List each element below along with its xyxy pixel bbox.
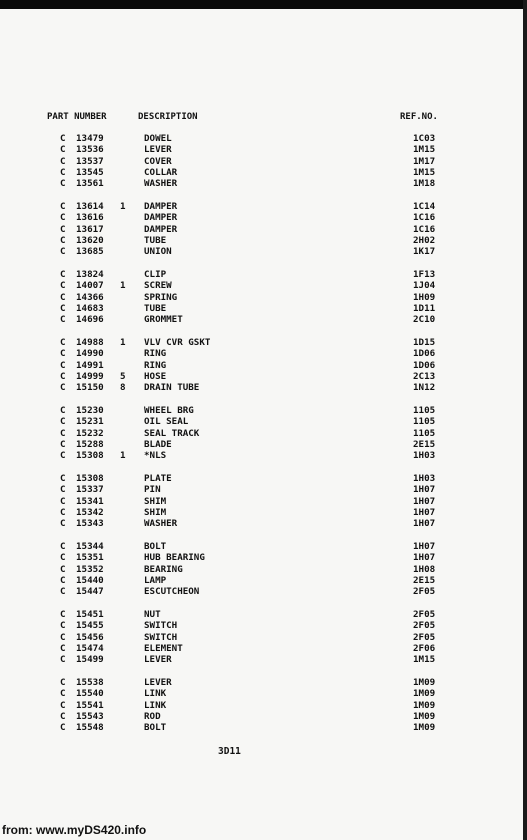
part-description: DAMPER — [144, 223, 178, 235]
part-prefix: C — [60, 269, 66, 280]
part-description: COLLAR — [144, 166, 178, 178]
part-prefix: C — [60, 416, 66, 428]
part-prefix: C — [60, 144, 66, 156]
part-description: RING — [144, 348, 167, 360]
part-number: 15308 — [76, 450, 104, 462]
part-ref-no: 1C16 — [413, 212, 436, 224]
part-number: 13537 — [76, 155, 104, 167]
part-number: 15456 — [76, 631, 104, 643]
part-description: SWITCH — [144, 631, 178, 643]
table-row — [0, 507, 527, 518]
part-number: 13616 — [76, 212, 104, 224]
part-ref-no: 2H02 — [413, 234, 436, 246]
part-ref-no: 2E15 — [413, 438, 436, 450]
part-description: SHIM — [144, 506, 167, 518]
part-description: ROD — [144, 710, 161, 722]
part-ref-no: 1D11 — [413, 302, 436, 314]
header-ref-no: REF.NO. — [400, 112, 438, 122]
table-row — [0, 167, 527, 178]
part-description: NUT — [144, 609, 161, 620]
table-row — [0, 212, 527, 223]
part-description: HUB BEARING — [144, 552, 205, 564]
part-prefix: C — [60, 337, 66, 348]
part-prefix: C — [60, 677, 66, 688]
part-prefix: C — [60, 586, 66, 598]
part-description: WHEEL BRG — [144, 405, 194, 416]
header-part-number: PART NUMBER — [47, 112, 107, 122]
part-prefix: C — [60, 234, 66, 246]
part-description: LAMP — [144, 574, 167, 586]
table-row — [0, 473, 527, 484]
part-prefix: C — [60, 654, 66, 666]
part-qty: 1 — [120, 280, 126, 292]
part-prefix: C — [60, 642, 66, 654]
part-description: HOSE — [144, 370, 167, 382]
part-prefix: C — [60, 688, 66, 700]
part-prefix: C — [60, 359, 66, 371]
table-row — [0, 269, 527, 280]
part-number: 14988 — [76, 337, 104, 348]
part-qty: 8 — [120, 382, 126, 394]
part-prefix: C — [60, 620, 66, 632]
part-prefix: C — [60, 631, 66, 643]
part-number: 13561 — [76, 178, 104, 190]
part-ref-no: 1C16 — [413, 223, 436, 235]
part-prefix: C — [60, 291, 66, 303]
table-row — [0, 688, 527, 699]
part-description: SWITCH — [144, 620, 178, 632]
part-number: 13479 — [76, 133, 104, 144]
part-prefix: C — [60, 348, 66, 360]
part-ref-no: 1M15 — [413, 144, 436, 156]
table-row — [0, 303, 527, 314]
part-prefix: C — [60, 563, 66, 575]
table-row — [0, 484, 527, 495]
part-ref-no: 1M18 — [413, 178, 436, 190]
part-ref-no: 1H07 — [413, 484, 436, 496]
table-row — [0, 428, 527, 439]
part-ref-no: 1H07 — [413, 506, 436, 518]
part-number: 13620 — [76, 234, 104, 246]
part-ref-no: 1H07 — [413, 495, 436, 507]
header-description: DESCRIPTION — [138, 112, 198, 122]
table-row — [0, 439, 527, 450]
part-description: SCREW — [144, 280, 172, 292]
part-description: DAMPER — [144, 212, 178, 224]
part-ref-no: 1J04 — [413, 280, 436, 292]
part-number: 15150 — [76, 382, 104, 394]
part-description: SHIM — [144, 495, 167, 507]
part-ref-no: 1F13 — [413, 269, 436, 280]
part-description: UNION — [144, 246, 172, 258]
part-prefix: C — [60, 212, 66, 224]
part-description: DOWEL — [144, 133, 172, 144]
part-number: 15337 — [76, 484, 104, 496]
part-prefix: C — [60, 574, 66, 586]
part-ref-no: 1M09 — [413, 699, 436, 711]
part-ref-no: 1C14 — [413, 201, 436, 212]
part-prefix: C — [60, 699, 66, 711]
part-description: OIL SEAL — [144, 416, 189, 428]
part-ref-no: 1H07 — [413, 518, 436, 530]
table-row — [0, 156, 527, 167]
table-row — [0, 552, 527, 563]
part-prefix: C — [60, 438, 66, 450]
part-number: 15341 — [76, 495, 104, 507]
part-prefix: C — [60, 166, 66, 178]
part-number: 13614 — [76, 201, 104, 212]
part-number: 13685 — [76, 246, 104, 258]
top-border — [0, 0, 527, 9]
part-ref-no: 1M09 — [413, 710, 436, 722]
part-number: 15342 — [76, 506, 104, 518]
part-prefix: C — [60, 609, 66, 620]
table-row — [0, 235, 527, 246]
part-description: BEARING — [144, 563, 183, 575]
part-ref-no: 1H08 — [413, 563, 436, 575]
part-number: 15351 — [76, 552, 104, 564]
part-number: 14683 — [76, 302, 104, 314]
part-description: RING — [144, 359, 167, 371]
table-row — [0, 496, 527, 507]
table-row — [0, 711, 527, 722]
part-prefix: C — [60, 506, 66, 518]
part-ref-no: 1M09 — [413, 722, 436, 734]
part-prefix: C — [60, 541, 66, 552]
part-prefix: C — [60, 223, 66, 235]
table-row — [0, 518, 527, 529]
part-description: VLV CVR GSKT — [144, 337, 211, 348]
table-row — [0, 541, 527, 552]
part-number: 15308 — [76, 473, 104, 484]
part-prefix: C — [60, 473, 66, 484]
part-number: 15447 — [76, 586, 104, 598]
part-prefix: C — [60, 710, 66, 722]
source-credit: from: www.myDS420.info — [2, 823, 147, 837]
part-prefix: C — [60, 370, 66, 382]
table-row — [0, 586, 527, 597]
part-description: LEVER — [144, 677, 172, 688]
table-row — [0, 360, 527, 371]
part-prefix: C — [60, 178, 66, 190]
table-row — [0, 564, 527, 575]
table-row — [0, 643, 527, 654]
part-number: 15451 — [76, 609, 104, 620]
part-description: LEVER — [144, 654, 172, 666]
table-row — [0, 450, 527, 461]
table-row — [0, 654, 527, 665]
part-ref-no: 2F05 — [413, 620, 436, 632]
part-ref-no: 1M17 — [413, 155, 436, 167]
part-prefix: C — [60, 302, 66, 314]
part-prefix: C — [60, 722, 66, 734]
part-description: TUBE — [144, 234, 167, 246]
table-row — [0, 575, 527, 586]
part-qty: 1 — [120, 450, 126, 462]
part-description: BOLT — [144, 722, 167, 734]
part-ref-no: 1M15 — [413, 654, 436, 666]
part-ref-no: 2F05 — [413, 586, 436, 598]
part-ref-no: 1105 — [413, 405, 436, 416]
part-description: LINK — [144, 699, 167, 711]
part-number: 15474 — [76, 642, 104, 654]
part-number: 15541 — [76, 699, 104, 711]
part-ref-no: 1105 — [413, 427, 436, 439]
part-description: DAMPER — [144, 201, 178, 212]
part-prefix: C — [60, 552, 66, 564]
part-qty: 1 — [120, 337, 126, 348]
part-ref-no: 1M15 — [413, 166, 436, 178]
part-ref-no: 2C10 — [413, 314, 436, 326]
table-row — [0, 178, 527, 189]
part-description: ELEMENT — [144, 642, 183, 654]
part-prefix: C — [60, 405, 66, 416]
part-prefix: C — [60, 246, 66, 258]
part-number: 15499 — [76, 654, 104, 666]
table-row — [0, 144, 527, 155]
part-number: 14999 — [76, 370, 104, 382]
part-ref-no: 1H07 — [413, 541, 436, 552]
part-ref-no: 1H03 — [413, 473, 436, 484]
part-description: *NLS — [144, 450, 167, 462]
part-qty: 1 — [120, 201, 126, 212]
part-prefix: C — [60, 427, 66, 439]
part-ref-no: 2E15 — [413, 574, 436, 586]
table-row — [0, 246, 527, 257]
part-number: 13536 — [76, 144, 104, 156]
part-prefix: C — [60, 450, 66, 462]
table-row — [0, 620, 527, 631]
table-row — [0, 722, 527, 733]
table-row — [0, 632, 527, 643]
table-row — [0, 382, 527, 393]
part-number: 14990 — [76, 348, 104, 360]
part-ref-no: 1H03 — [413, 450, 436, 462]
part-description: WASHER — [144, 518, 178, 530]
part-description: ESCUTCHEON — [144, 586, 200, 598]
table-row — [0, 700, 527, 711]
part-ref-no: 2F06 — [413, 642, 436, 654]
part-description: SPRING — [144, 291, 178, 303]
part-number: 15455 — [76, 620, 104, 632]
part-number: 14991 — [76, 359, 104, 371]
part-prefix: C — [60, 382, 66, 394]
part-prefix: C — [60, 133, 66, 144]
part-prefix: C — [60, 155, 66, 167]
table-row — [0, 280, 527, 291]
part-prefix: C — [60, 201, 66, 212]
page-number: 3D11 — [218, 746, 241, 757]
table-row — [0, 224, 527, 235]
table-row — [0, 201, 527, 212]
table-row — [0, 677, 527, 688]
part-number: 15543 — [76, 710, 104, 722]
part-description: BOLT — [144, 541, 167, 552]
part-description: COVER — [144, 155, 172, 167]
part-description: SEAL TRACK — [144, 427, 200, 439]
table-row — [0, 416, 527, 427]
part-ref-no: 1N12 — [413, 382, 436, 394]
part-description: CLIP — [144, 269, 167, 280]
part-description: WASHER — [144, 178, 178, 190]
part-ref-no: 2F05 — [413, 631, 436, 643]
part-number: 14007 — [76, 280, 104, 292]
part-number: 15538 — [76, 677, 104, 688]
part-prefix: C — [60, 495, 66, 507]
table-row — [0, 405, 527, 416]
part-qty: 5 — [120, 370, 126, 382]
part-prefix: C — [60, 518, 66, 530]
part-description: TUBE — [144, 302, 167, 314]
part-description: GROMMET — [144, 314, 183, 326]
table-row — [0, 609, 527, 620]
part-description: PLATE — [144, 473, 172, 484]
part-number: 15230 — [76, 405, 104, 416]
part-ref-no: 1D15 — [413, 337, 436, 348]
part-ref-no: 1H09 — [413, 291, 436, 303]
table-row — [0, 314, 527, 325]
part-ref-no: 1C03 — [413, 133, 436, 144]
part-number: 15231 — [76, 416, 104, 428]
part-prefix: C — [60, 314, 66, 326]
part-ref-no: 1D06 — [413, 348, 436, 360]
part-number: 14696 — [76, 314, 104, 326]
part-ref-no: 1H07 — [413, 552, 436, 564]
part-ref-no: 2C13 — [413, 370, 436, 382]
part-number: 14366 — [76, 291, 104, 303]
part-number: 15548 — [76, 722, 104, 734]
part-description: LEVER — [144, 144, 172, 156]
table-row — [0, 348, 527, 359]
part-ref-no: 1M09 — [413, 688, 436, 700]
part-ref-no: 2F05 — [413, 609, 436, 620]
table-row — [0, 371, 527, 382]
table-row — [0, 292, 527, 303]
part-ref-no: 1M09 — [413, 677, 436, 688]
part-number: 13617 — [76, 223, 104, 235]
part-number: 13824 — [76, 269, 104, 280]
part-number: 15540 — [76, 688, 104, 700]
part-ref-no: 1105 — [413, 416, 436, 428]
table-row — [0, 133, 527, 144]
part-description: DRAIN TUBE — [144, 382, 200, 394]
part-number: 15232 — [76, 427, 104, 439]
part-prefix: C — [60, 484, 66, 496]
table-row — [0, 337, 527, 348]
table-header — [0, 112, 527, 124]
part-ref-no: 1K17 — [413, 246, 436, 258]
part-prefix: C — [60, 280, 66, 292]
part-number: 15440 — [76, 574, 104, 586]
part-number: 15344 — [76, 541, 104, 552]
part-number: 15288 — [76, 438, 104, 450]
part-ref-no: 1D06 — [413, 359, 436, 371]
part-number: 15352 — [76, 563, 104, 575]
part-description: PIN — [144, 484, 161, 496]
part-number: 13545 — [76, 166, 104, 178]
part-description: LINK — [144, 688, 167, 700]
part-number: 15343 — [76, 518, 104, 530]
part-description: BLADE — [144, 438, 172, 450]
